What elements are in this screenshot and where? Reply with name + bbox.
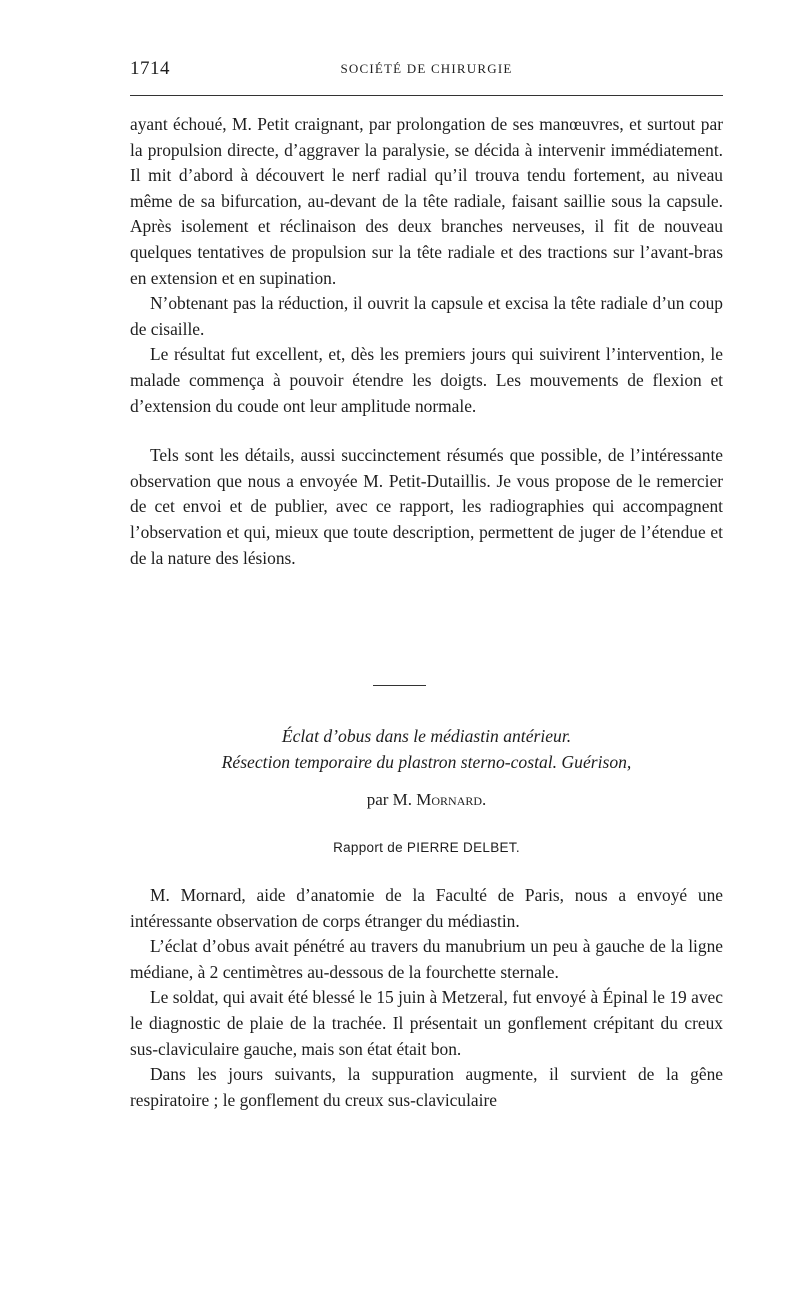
paragraph: Le résultat fut excellent, et, dès les premiers jours qui suivirent l’intervention, le malade commença à pouvoir étendre les doigts. Les mouvements de flexion et d’extension du coude ont leur amplitude normale. — [130, 344, 723, 416]
previous-article-conclusion — [130, 112, 723, 571]
article-title — [130, 723, 723, 775]
paragraph: Le soldat, qui avait été blessé le 15 juin à Metzeral, fut envoyé à Épinal le 19 avec le diagnostic de plaie de la trachée. Il présentait un gonflement crépitant du creux sus-claviculaire gauche, mais son état était bon. — [130, 987, 723, 1059]
paragraph: Dans les jours suivants, la suppuration augmente, il survient de la gêne respiratoire ; le gonflement du creux sus-claviculaire — [130, 1064, 723, 1110]
article-title-line-2: Résection temporaire du plastron sterno-costal. Guérison, — [221, 752, 632, 772]
header-rule — [130, 95, 723, 96]
paragraph: Tels sont les détails, aussi succinctement résumés que possible, de l’intéressante observation que nous a envoyée M. Petit-Dutaillis. Je vous propose de le remercier de cet envoi et de publier, avec ce rapport, les radiographies qui accompagnent l’observation et qui, mieux que toute description, permettent de juger de l’étendue et de la nature des lésions. — [130, 445, 723, 568]
paragraph: M. Mornard, aide d’anatomie de la Faculté de Paris, nous a envoyé une intéressante observation de corps étranger du médiastin. — [130, 885, 723, 931]
section-separator — [373, 685, 426, 686]
paragraph: ayant échoué, M. Petit craignant, par prolongation de ses manœuvres, et surtout par la propulsion directe, d’aggraver la paralysie, se décida à intervenir immédiatement. Il mit d’abord à découvert le nerf radial qu’il trouva tendu fortement, au niveau même de sa bifurcation, au-devant de la tête radiale, faisant saillie sous la capsule. Après isolement et réclinaison des deux branches nerveuses, il fit de nouveau quelques tentatives de propulsion sur la tête radiale et des tractions sur l’avant-bras en extension et en supination. — [130, 114, 723, 288]
paragraph: L’éclat d’obus avait pénétré au travers du manubrium un peu à gauche de la ligne médiane, à 2 centimètres au-dessous de la fourchette sternale. — [130, 936, 723, 982]
article-body — [130, 883, 723, 1113]
page-number: 1714 — [130, 58, 170, 79]
report-byline: Rapport de PIERRE DELBET. — [333, 840, 520, 855]
running-head: SOCIÉTÉ DE CHIRURGIE — [340, 61, 513, 76]
article-author — [130, 790, 723, 810]
author-prefix: par M. — [366, 790, 413, 809]
paragraph: N’obtenant pas la réduction, il ouvrit la capsule et excisa la tête radiale d’un coup de cisaille. — [130, 293, 723, 339]
page-header — [130, 58, 723, 82]
author-name: Mornard. — [416, 790, 487, 809]
article-title-line-1: Éclat d’obus dans le médiastin antérieur. — [281, 726, 572, 746]
